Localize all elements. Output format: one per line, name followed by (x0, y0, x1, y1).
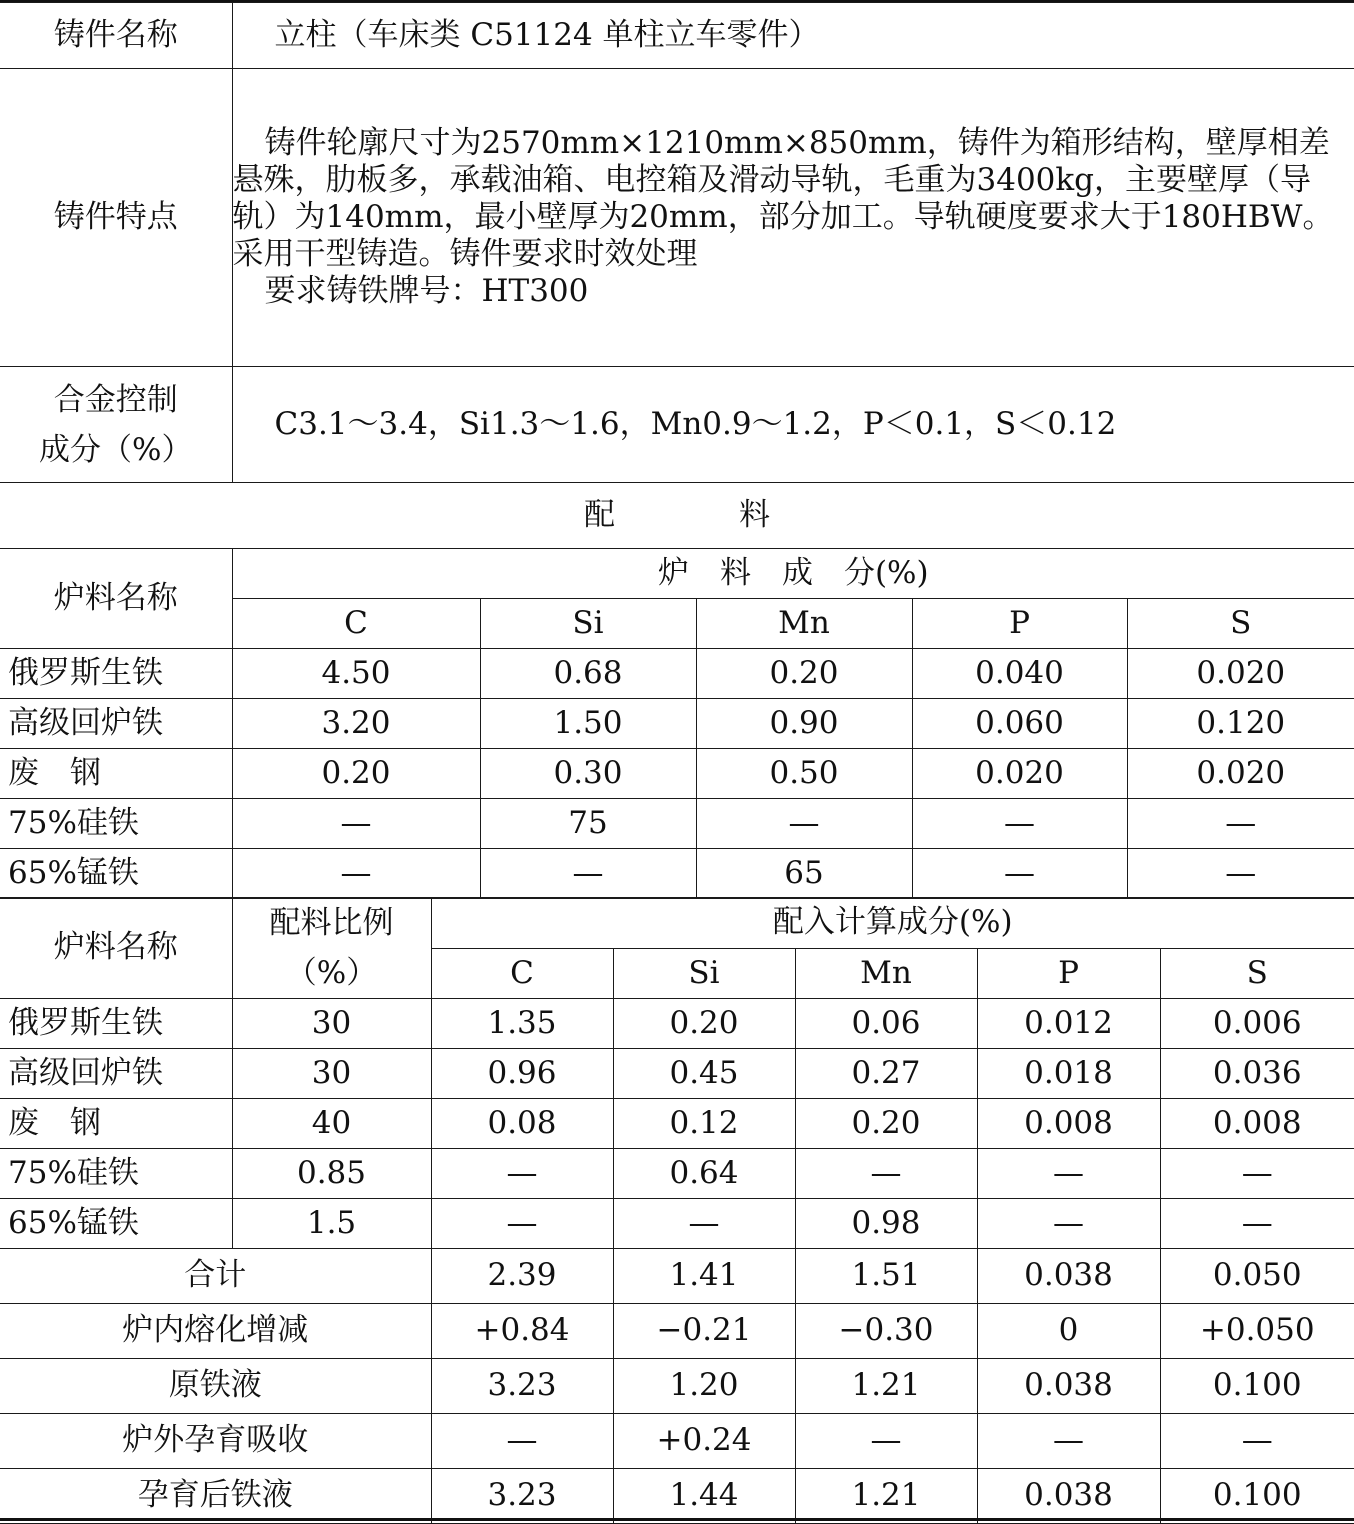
charge-row-name: 废 钢 (0, 749, 232, 799)
calc-col-header: C (431, 948, 613, 999)
calc-cell: 0.012 (977, 999, 1160, 1049)
charge-cell: — (232, 799, 480, 849)
summary-row (0, 1414, 1354, 1469)
calc-cell: — (1160, 1199, 1354, 1249)
calc-cell: — (795, 1149, 977, 1199)
calc-cell: 0.96 (431, 1049, 613, 1099)
summary-row-name: 炉内熔化增减 (0, 1304, 431, 1359)
charge-row (0, 749, 1354, 799)
calc-row-ratio: 1.5 (232, 1199, 431, 1249)
calc-col-header: Mn (795, 948, 977, 999)
calc-col-header: P (977, 948, 1160, 999)
summary-cell: 0.050 (1160, 1249, 1354, 1304)
charge-cell: 0.20 (232, 749, 480, 799)
calc-row-name: 俄罗斯生铁 (0, 999, 232, 1049)
charge-cell: 0.68 (480, 649, 696, 699)
casting-feature-grade: 要求铸铁牌号：HT300 (233, 273, 1354, 310)
charge-row (0, 699, 1354, 749)
charge-cell: 4.50 (232, 649, 480, 699)
summary-cell: −0.30 (795, 1304, 977, 1359)
charge-row (0, 849, 1354, 899)
casting-name-label: 铸件名称 (0, 3, 232, 69)
charge-composition-table (0, 548, 1354, 899)
charge-cell: — (912, 799, 1127, 849)
summary-row (0, 1304, 1354, 1359)
casting-info-table (0, 2, 1354, 549)
charge-cell: — (1127, 799, 1354, 849)
summary-row-name: 炉外孕育吸收 (0, 1414, 431, 1469)
summary-cell: +0.84 (431, 1304, 613, 1359)
calc-row-name: 65%锰铁 (0, 1199, 232, 1249)
charge-row-name: 俄罗斯生铁 (0, 649, 232, 699)
charge-cell: — (480, 849, 696, 899)
alloy-control-label (0, 367, 232, 483)
summary-cell: 1.44 (613, 1469, 795, 1524)
charge-cell: 3.20 (232, 699, 480, 749)
charge-row-name: 高级回炉铁 (0, 699, 232, 749)
charge-cell: 65 (696, 849, 912, 899)
summary-cell: 0 (977, 1304, 1160, 1359)
section-title-row (0, 483, 1354, 549)
calculated-composition-table (0, 897, 1354, 1524)
calc-row-name: 废 钢 (0, 1099, 232, 1149)
casting-feature-label: 铸件特点 (0, 69, 232, 367)
charge-row-name: 65%锰铁 (0, 849, 232, 899)
calc-cell: — (977, 1199, 1160, 1249)
calc-row-name: 75%硅铁 (0, 1149, 232, 1199)
charge-cell: — (1127, 849, 1354, 899)
casting-name-value: 立柱（车床类 C51124 单柱立车零件） (233, 17, 820, 53)
charge-comp-header: 炉 料 成 分(%) (232, 549, 1354, 599)
summary-cell: — (795, 1414, 977, 1469)
summary-row (0, 1359, 1354, 1414)
summary-row (0, 1469, 1354, 1524)
summary-cell: 3.23 (431, 1469, 613, 1524)
summary-cell: 1.41 (613, 1249, 795, 1304)
calc-cell: 0.64 (613, 1149, 795, 1199)
calc-cell: — (431, 1149, 613, 1199)
charge-cell: 0.040 (912, 649, 1127, 699)
calc-col-header: S (1160, 948, 1354, 999)
summary-cell: 0.038 (977, 1249, 1160, 1304)
charge-row-name: 75%硅铁 (0, 799, 232, 849)
charge-name-header: 炉料名称 (0, 549, 232, 649)
charge-cell: 0.020 (1127, 749, 1354, 799)
charge-row (0, 649, 1354, 699)
calc-cell: 0.06 (795, 999, 977, 1049)
summary-cell: 1.21 (795, 1359, 977, 1414)
calc-ratio-header (232, 898, 431, 999)
charge-row (0, 799, 1354, 849)
calc-cell: 0.98 (795, 1199, 977, 1249)
summary-row (0, 1249, 1354, 1304)
summary-row-name: 原铁液 (0, 1359, 431, 1414)
charge-cell: 0.060 (912, 699, 1127, 749)
bottom-rule (0, 1518, 1354, 1521)
charge-col-header: P (912, 599, 1127, 649)
calc-cell: 0.008 (1160, 1099, 1354, 1149)
calc-row-ratio: 40 (232, 1099, 431, 1149)
casting-feature-text: 铸件轮廓尺寸为2570mm×1210mm×850mm，铸件为箱形结构，壁厚相差悬殊，肋板多，承载油箱、电控箱及滑动导轨，毛重为3400kg，主要壁厚（导轨）为140mm，最小壁厚为20mm，部分加工。导轨硬度要求大于180HBW。采用干型铸造。铸件要求时效处理 (233, 125, 1354, 274)
calc-row (0, 1199, 1354, 1249)
calc-row (0, 999, 1354, 1049)
alloy-control-value: C3.1～3.4，Si1.3～1.6，Mn0.9～1.2，P＜0.1，S＜0.12 (233, 406, 1117, 442)
charge-cell: 0.30 (480, 749, 696, 799)
calc-cell: 0.27 (795, 1049, 977, 1099)
summary-cell: — (977, 1414, 1160, 1469)
summary-cell: 3.23 (431, 1359, 613, 1414)
summary-cell: — (431, 1414, 613, 1469)
calc-cell: — (1160, 1149, 1354, 1199)
calc-row-ratio: 30 (232, 1049, 431, 1099)
summary-row-name: 合计 (0, 1249, 431, 1304)
summary-cell: +0.050 (1160, 1304, 1354, 1359)
calc-cell: — (613, 1199, 795, 1249)
calc-comp-header: 配入计算成分(%) (431, 898, 1354, 949)
charge-cell: 1.50 (480, 699, 696, 749)
calc-row-ratio: 30 (232, 999, 431, 1049)
charge-cell: — (696, 799, 912, 849)
calc-row (0, 1099, 1354, 1149)
charge-col-header: C (232, 599, 480, 649)
charge-cell: 0.90 (696, 699, 912, 749)
summary-cell: 0.100 (1160, 1359, 1354, 1414)
calc-name-header: 炉料名称 (0, 898, 232, 999)
summary-cell: −0.21 (613, 1304, 795, 1359)
alloy-label-line2: 成分（%） (0, 425, 232, 475)
calc-cell: 0.018 (977, 1049, 1160, 1099)
calc-cell: 0.20 (795, 1099, 977, 1149)
summary-cell: — (1160, 1414, 1354, 1469)
casting-feature-cell (232, 69, 1354, 367)
calc-cell: 0.006 (1160, 999, 1354, 1049)
calc-cell: 0.12 (613, 1099, 795, 1149)
summary-cell: 1.21 (795, 1469, 977, 1524)
charge-cell: 75 (480, 799, 696, 849)
alloy-label-line1: 合金控制 (0, 375, 232, 425)
charge-cell: 0.50 (696, 749, 912, 799)
ratio-header-line2: （%） (233, 948, 431, 998)
charge-cell: 0.020 (1127, 649, 1354, 699)
calc-cell: 0.08 (431, 1099, 613, 1149)
summary-row-name: 孕育后铁液 (0, 1469, 431, 1524)
summary-cell: 0.038 (977, 1469, 1160, 1524)
calc-cell: 1.35 (431, 999, 613, 1049)
casting-feature-row (0, 69, 1354, 367)
charge-col-header: Si (480, 599, 696, 649)
summary-cell: +0.24 (613, 1414, 795, 1469)
charge-col-header: Mn (696, 599, 912, 649)
charge-col-header: S (1127, 599, 1354, 649)
charge-cell: — (232, 849, 480, 899)
casting-name-row (0, 3, 1354, 69)
calc-cell: — (431, 1199, 613, 1249)
calc-row-name: 高级回炉铁 (0, 1049, 232, 1099)
alloy-control-row (0, 367, 1354, 483)
calc-cell: 0.45 (613, 1049, 795, 1099)
calc-row-ratio: 0.85 (232, 1149, 431, 1199)
calc-cell: 0.036 (1160, 1049, 1354, 1099)
calc-cell: 0.20 (613, 999, 795, 1049)
ratio-header-line1: 配料比例 (233, 898, 431, 948)
summary-cell: 0.100 (1160, 1469, 1354, 1524)
charge-cell: 0.120 (1127, 699, 1354, 749)
summary-cell: 1.51 (795, 1249, 977, 1304)
section-title: 配 料 (0, 483, 1354, 549)
charge-cell: 0.020 (912, 749, 1127, 799)
calc-col-header: Si (613, 948, 795, 999)
summary-cell: 1.20 (613, 1359, 795, 1414)
charge-cell: — (912, 849, 1127, 899)
charge-cell: 0.20 (696, 649, 912, 699)
calc-cell: 0.008 (977, 1099, 1160, 1149)
summary-cell: 0.038 (977, 1359, 1160, 1414)
summary-cell: 2.39 (431, 1249, 613, 1304)
calc-row (0, 1149, 1354, 1199)
calc-row (0, 1049, 1354, 1099)
calc-cell: — (977, 1149, 1160, 1199)
